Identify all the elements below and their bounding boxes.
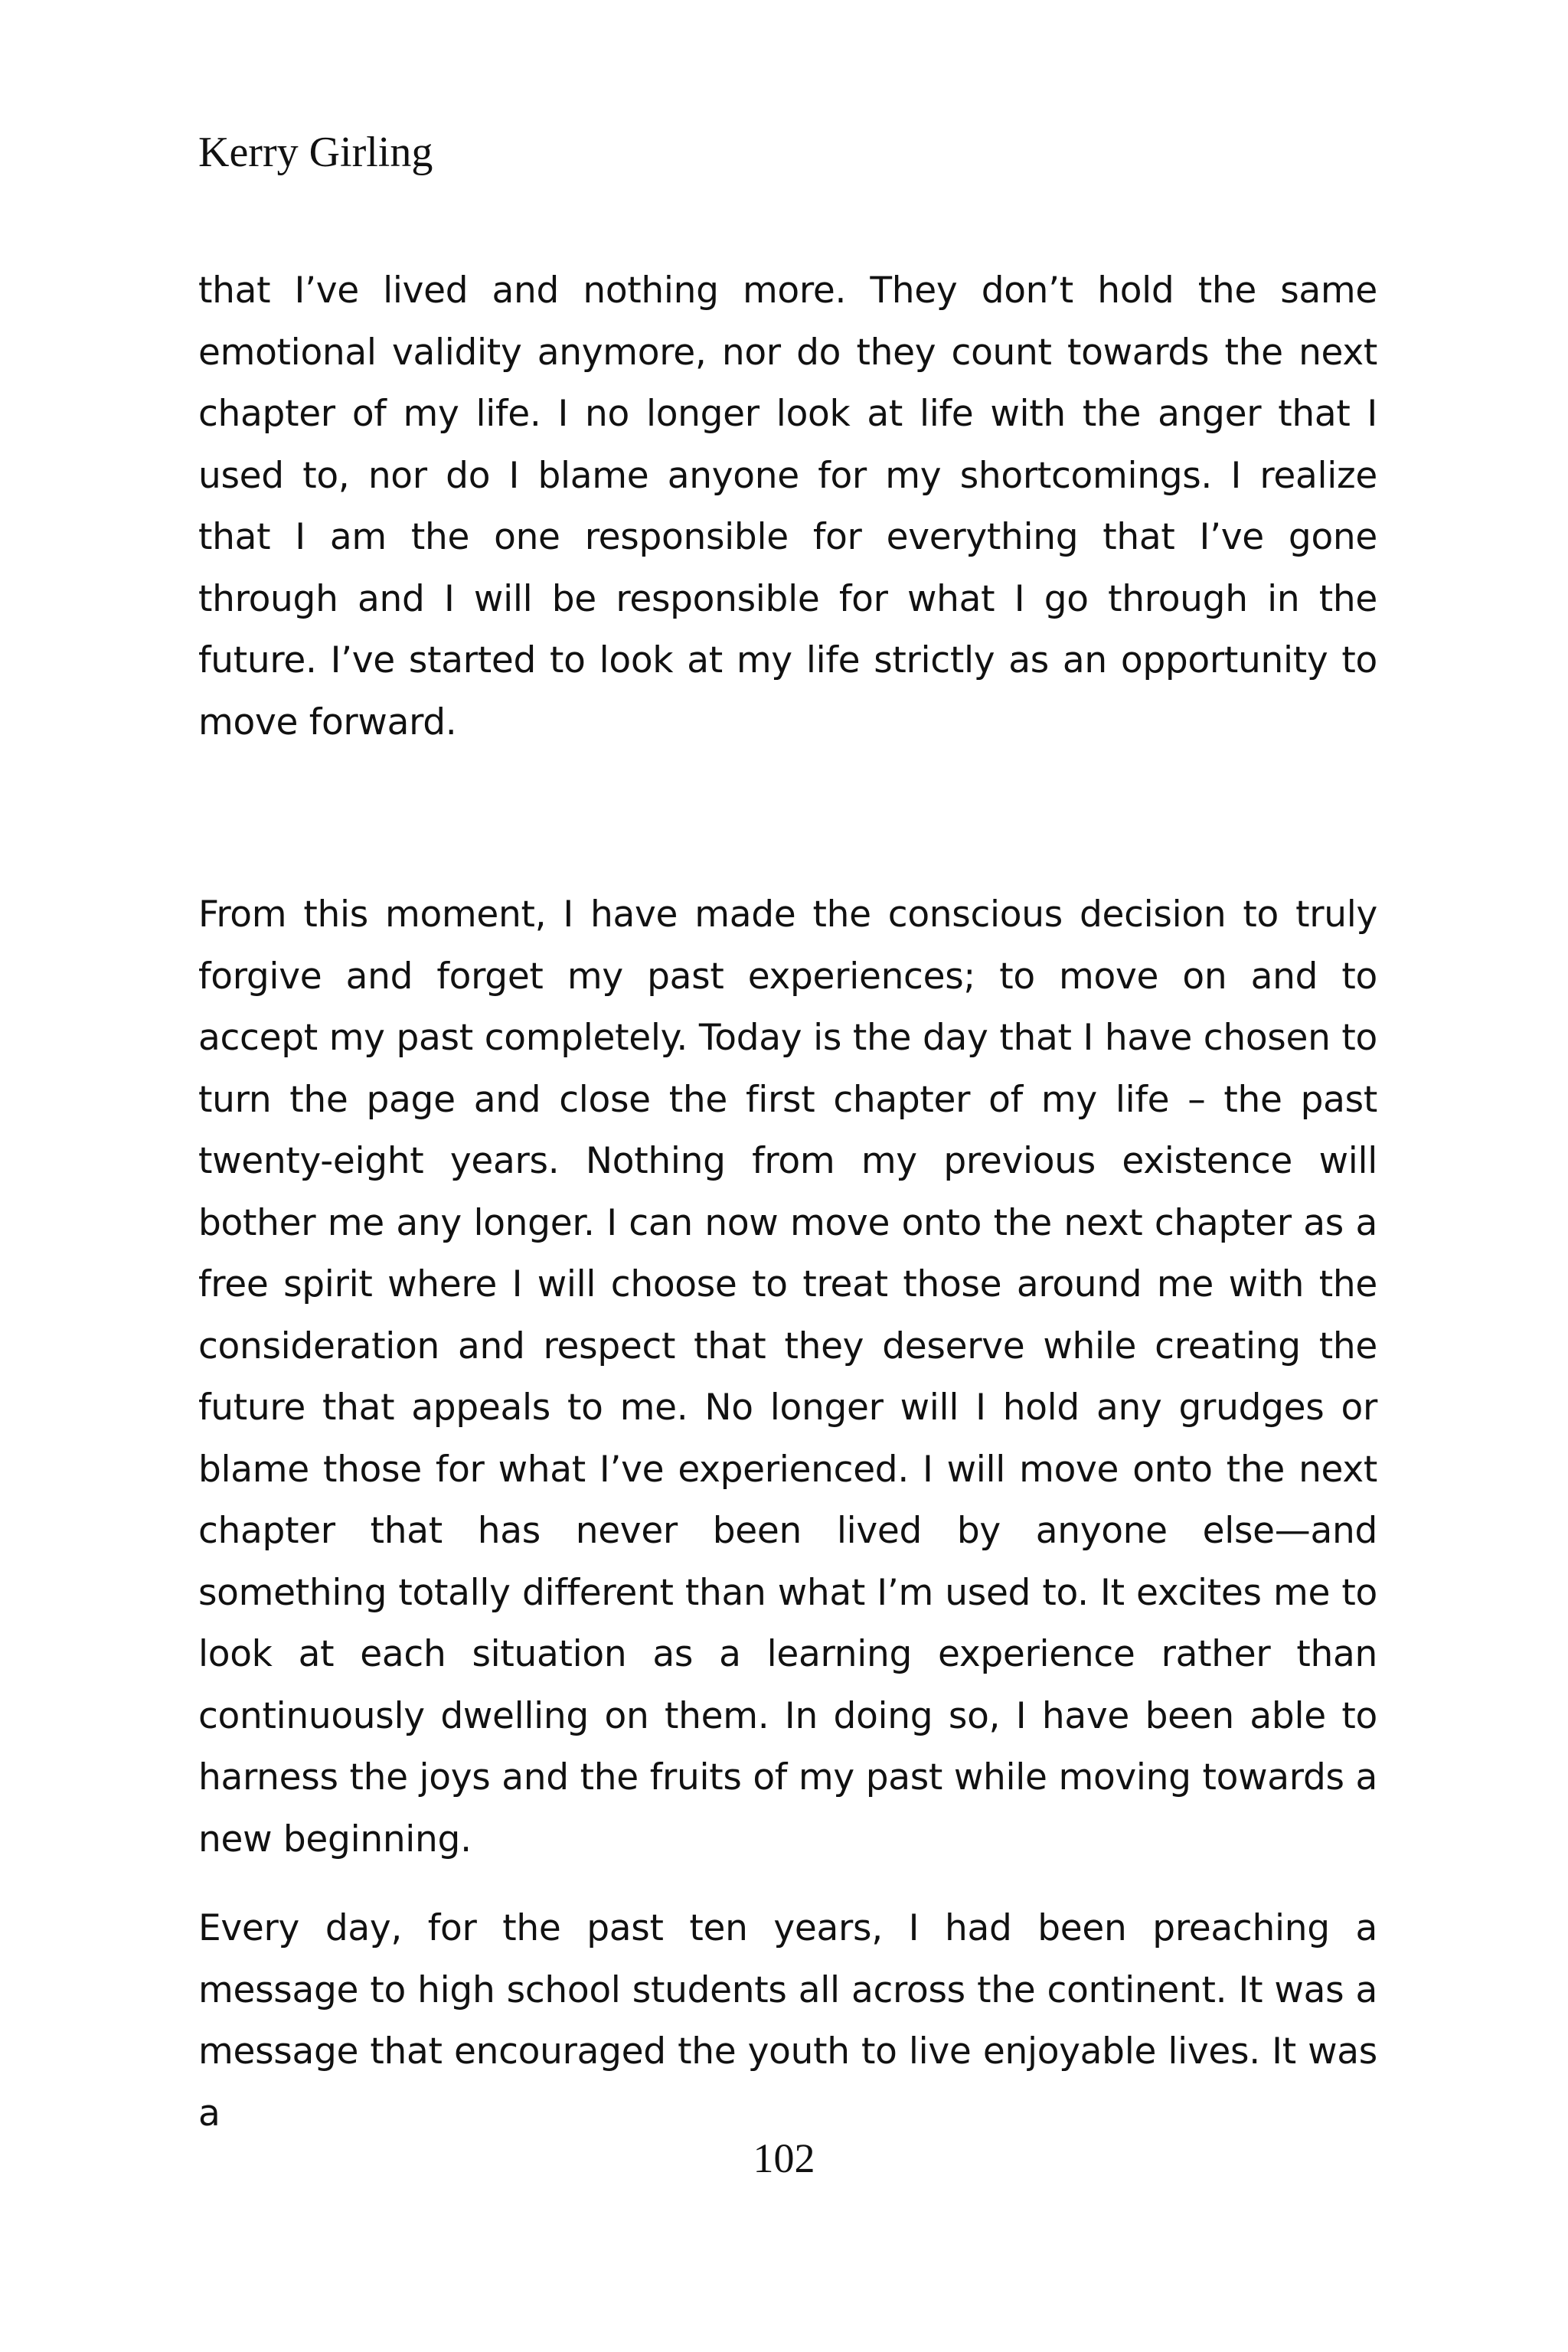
paragraph-preaching: Every day, for the past ten years, I had been preaching a message to high school students all across the continent. It was a message that encouraged the youth to live enjoyable lives. It was a [198, 1907, 1377, 2135]
page-number: 102 [753, 2135, 815, 2181]
paragraph-continued: that I’ve lived and nothing more. They don’t hold the same emotional validity anymore, nor do they count towards the next chapter of my life. I no longer look at life with the anger that I used to, nor do I blame anyone for my shortcomings. I realize that I am the one responsible for everything that I’ve gone through and I will be responsible for what I go through in the future. I’ve started to look at my life strictly as an opportunity to move forward. [198, 270, 1377, 743]
paragraph-forgiveness: From this moment, I have made the conscious decision to truly forgive and forget my past experiences; to move on and to accept my past completely. Today is the day that I have chosen to turn the page and close the first chapter of my life – the past twenty-eight years. Nothing from my previous existence will bother me any longer. I can now move onto the next chapter as a free spirit where I will choose to treat those around me with the consideration and respect that they deserve while creating the future that appeals to me. No longer will I hold any grudges or blame those for what I’ve experienced. I will move onto the next chapter that has never been lived by anyone else—and something totally different than what I’m used to. It excites me to look at each situation as a learning experience rather than continuously dwelling on them. In doing so, I have been able to harness the joys and the fruits of my past while moving towards a new beginning. [198, 893, 1377, 1860]
running-head-author: Kerry Girling [198, 129, 433, 176]
